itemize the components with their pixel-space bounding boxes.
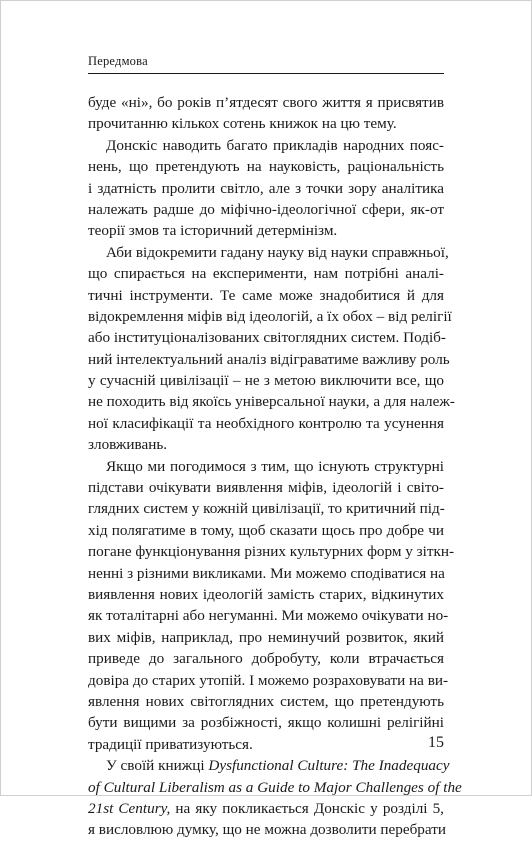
text-line: відокремлення міфів від ідеологій, а їх обох – від релігії [88,307,452,325]
text-line: бути вищими за розбіжності, якщо колишні релігійні [88,714,444,732]
running-head: Передмова [88,54,148,68]
text-line: хід полягатиме в тому, щоб сказати щось про добре чи [88,521,444,539]
text-line: приведе до загального добробуту, коли втрачається [88,650,444,668]
text-line: нень, що претендують на науковість, раціональність [88,158,444,176]
text-line: довіра до старих утопій. І можемо розраховувати на ви- [88,671,449,689]
text-line: як тоталітарні або негуманні. Ми можемо очікувати но- [88,607,449,625]
text-line: ної класифікації та необхідного контролю та усунення [88,414,444,432]
text-segment: У своїй книжці [106,757,209,775]
text-line: явлення нових світоглядних систем, що претендують [88,692,444,710]
text-line: що спирається на експерименти, нам потрібні аналі- [88,265,444,283]
text-line: прочитанню кількох сотень книжок на цю тему. [88,115,397,133]
text-line: Якщо ми погодимося з тим, що існують структурні [106,457,444,475]
text-line: я висловлюю думку, що не можна дозволити перебрати [88,821,447,839]
text-line: у сучасній цивілізації – не з метою виключити все, що [88,372,444,390]
text-line: підстави очікувати виявлення міфів, ідеологій і світо- [88,479,444,497]
text-line [88,755,450,776]
page-number: 15 [428,734,444,751]
text-line: ненні з різними викликами. Ми можемо сподіватися на [88,564,445,582]
text-line: погане функціонування різних культурних форм у зіткн- [88,543,455,561]
text-line: належать радше до міфічно-ідеологічної сфери, як-от [88,200,444,218]
text-line: буде «ні», бо років п’ятдесят свого життя я присвятив [88,94,444,111]
text-line: Аби відокремити гадану науку від науки справжньої, [106,243,449,261]
text-line [88,777,462,798]
book-title-italic: of Cultural Liberalism as a Guide to Major Challenges of the [88,778,462,796]
text-line: ний інтелектуальний аналіз відіграватиме важливу роль [88,350,450,368]
book-title-italic: Dysfunctional Culture: The Inadequacy [208,757,450,775]
text-line: теорії змов та історичний детермінізм. [88,222,338,240]
text-line: традиції приватизуються. [88,735,253,753]
book-title-italic: 21st Century, [88,799,171,817]
text-line: або інституціоналізованих світоглядних систем. Подіб- [88,329,446,347]
text-line [88,798,444,819]
header-rule [88,73,444,74]
text-segment: на яку покликається Донскіс у розділі 5, [170,799,444,817]
text-line: тичні інструменти. Те саме може знадобитися й для [88,286,444,304]
text-line: глядних систем у кожній цивілізації, то критичний під- [88,500,445,518]
text-line: зловживань. [88,436,168,454]
text-line: і здатність пролити світло, але з точки зору аналітика [88,179,444,197]
body-text [88,92,462,841]
text-line: вих міфів, наприклад, про неминучий розвиток, який [88,628,444,646]
text-line: виявлення нових ідеологій замість старих, відкинутих [88,585,444,603]
text-line: Донскіс наводить багато прикладів народних пояс- [106,136,444,154]
text-line: не походить від якоїсь універсальної науки, а для належ- [88,393,455,411]
